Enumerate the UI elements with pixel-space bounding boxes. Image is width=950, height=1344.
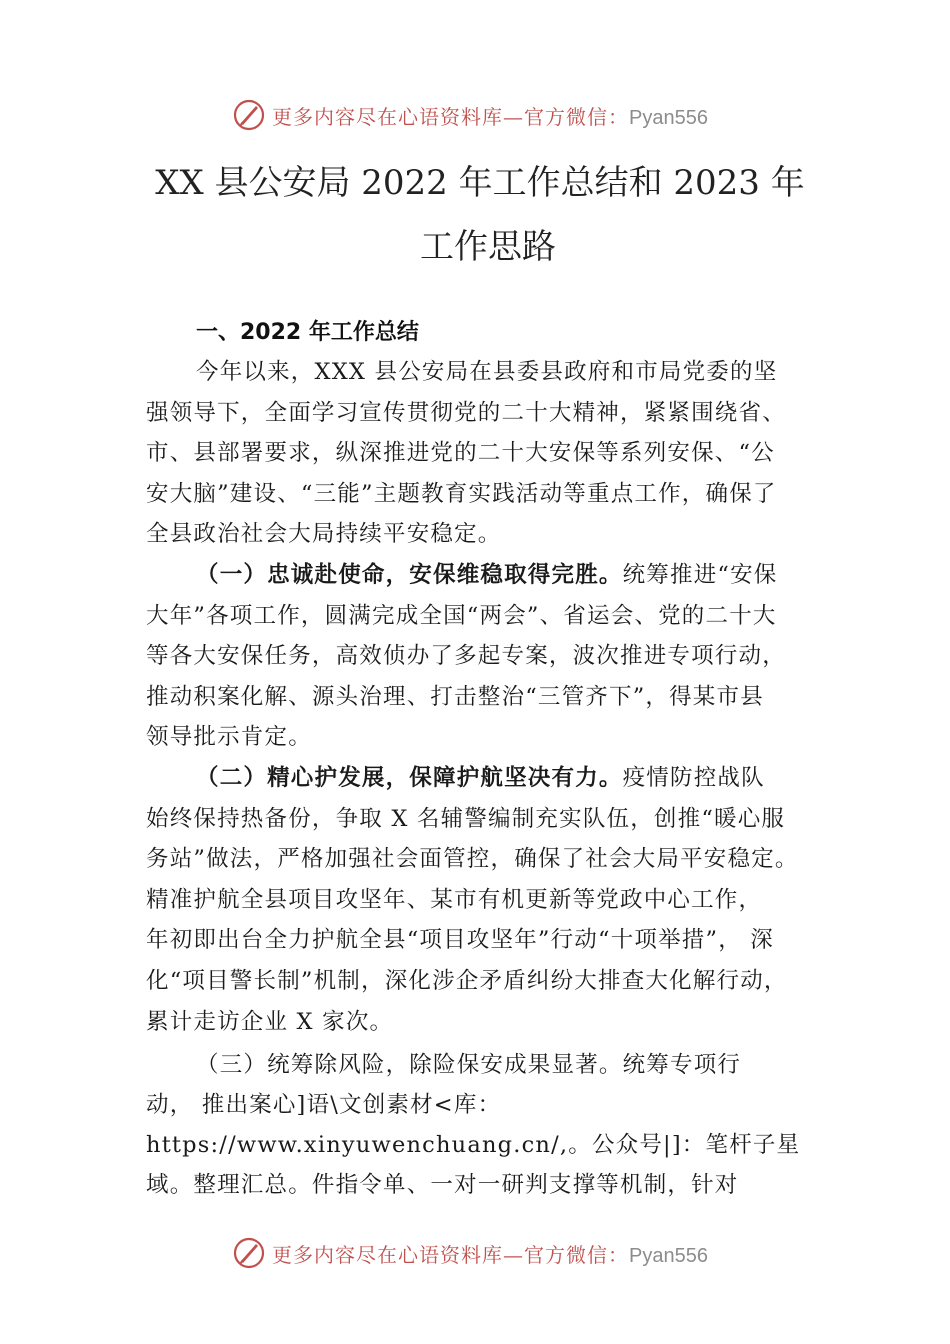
body-line: 累计走访企业 X 家次。 bbox=[146, 1009, 394, 1035]
body-line: （二）精心护发展，保障护航坚决有力。疫情防控战队 bbox=[196, 765, 765, 791]
quill-logo-icon bbox=[232, 98, 266, 132]
body-line: 安大脑”建设、“三能”主题教育实践活动等重点工作，确保了 bbox=[146, 481, 777, 507]
body-line-url: https://www.xinyuwenchuang.cn/,。公众号|]：笔杆子星 bbox=[146, 1132, 801, 1158]
body-line: 动， 推出案心]语\文创素材<库： bbox=[146, 1092, 502, 1118]
body-line: 始终保持热备份，争取 X 名辅警编制充实队伍，创推“暖心服 bbox=[146, 806, 786, 832]
wechat-id: Pyan556 bbox=[629, 106, 708, 129]
document-title-line-1: XX 县公安局 2022 年工作总结和 2023 年 bbox=[155, 163, 805, 203]
body-line: 域。整理汇总。件指令单、一对一研判支撑等机制，针对 bbox=[146, 1172, 739, 1198]
body-line: 务站”做法，严格加强社会面管控，确保了社会大局平安稳定。 bbox=[146, 846, 799, 872]
body-line: （三）统筹除风险，除险保安成果显著。统筹专项行 bbox=[196, 1052, 742, 1078]
body-line: 市、县部署要求，纵深推进党的二十大安保等系列安保、“公 bbox=[146, 440, 775, 466]
body-line: 领导批示肯定。 bbox=[146, 724, 312, 750]
body-line: 大年”各项工作，圆满完成全国“两会”、省运会、党的二十大 bbox=[146, 603, 777, 629]
body-line: 全县政治社会大局持续平安稳定。 bbox=[146, 521, 502, 547]
subsection-heading: （一）忠诚赴使命，安保维稳取得完胜。 bbox=[196, 562, 623, 588]
document-title-line-2: 工作思路 bbox=[420, 227, 556, 267]
quill-logo-icon bbox=[232, 1236, 266, 1270]
body-line: 强领导下，全面学习宣传贯彻党的二十大精神，紧紧围绕省、 bbox=[146, 400, 786, 426]
body-line: 等各大安保任务，高效侦办了多起专案，波次推进专项行动， bbox=[146, 643, 786, 669]
body-line: 精准护航全县项目攻坚年、某市有机更新等党政中心工作， bbox=[146, 887, 763, 913]
header-watermark-banner bbox=[0, 95, 950, 135]
body-line: 年初即出台全力护航全县“项目攻坚年”行动“十项举措”， 深 bbox=[146, 927, 774, 953]
section-heading: 一、2022 年工作总结 bbox=[196, 320, 419, 345]
footer-watermark-banner bbox=[0, 1233, 950, 1273]
wechat-id: Pyan556 bbox=[629, 1244, 708, 1267]
banner-text: 更多内容尽在心语资料库—官方微信：Pyan556 bbox=[272, 104, 708, 129]
body-line: （一）忠诚赴使命，安保维稳取得完胜。统筹推进“安保 bbox=[196, 562, 778, 588]
body-line: 推动积案化解、源头治理、打击整治“三管齐下”，得某市县 bbox=[146, 684, 764, 710]
body-line: 化“项目警长制”机制，深化涉企矛盾纠纷大排查大化解行动， bbox=[146, 968, 788, 994]
body-line: 今年以来，XXX 县公安局在县委县政府和市局党委的坚 bbox=[196, 359, 778, 385]
banner-text: 更多内容尽在心语资料库—官方微信：Pyan556 bbox=[272, 1242, 708, 1267]
subsection-heading: （二）精心护发展，保障护航坚决有力。 bbox=[196, 765, 623, 791]
